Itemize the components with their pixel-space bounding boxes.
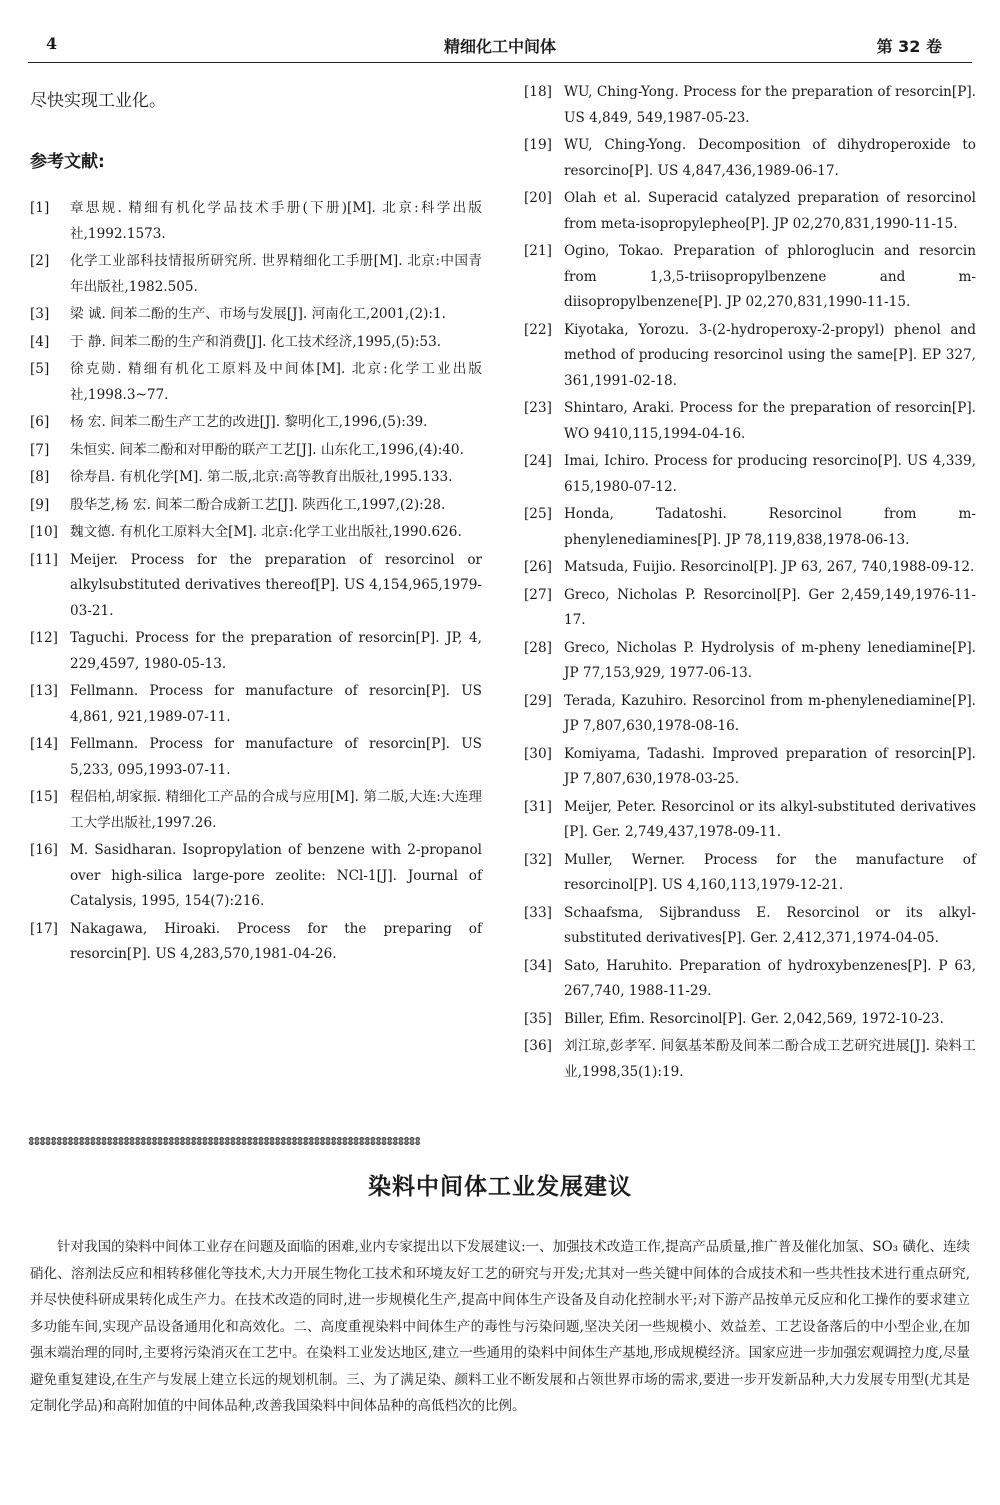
reference-item <box>524 80 976 131</box>
reference-number: [7] <box>30 441 50 458</box>
article-body: 针对我国的染料中间体工业存在问题及面临的困难,业内专家提出以下发展建议:一、加强技术改造工作,提高产品质量,推广普及催化加氢、SO₃ 磺化、连续硝化、溶剂法反应和相转移催化等技术,大力开展生物化工技术和环境友好工艺的研究与开发;尤其对一些关键中间体的合成技术和一些共性技术进行重点研究,并尽快使科研成果转化成生产力。在技术改造的同时,进一步规模化生产,提高中间体生产设备及自动化控制水平;对下游产品按单元反应和化工操作的要求建立多功能车间,实现产品设备通用化和高效化。二、高度重视染料中间体生产的毒性与污染问题,坚决关闭一些规模小、效益差、工艺设备落后的中小型企业,在加强末端治理的同时,主要将污染消灭在工艺中。在染料工业发达地区,建立一些通用的染料中间体生产基地,形成规模经济。国家应进一步加强宏观调控力度,尽量避免重复建设,在生产与发展上建立长远的规划机制。三、为了满足染、颜料工业不断发展和占领世界市场的需求,要进一步开发新品种,大力发展专用型(尤其是定制化学品)和高附加值的中间体品种,改善我国染料中间体品种的高低档次的比例。 <box>30 1239 970 1414</box>
reference-number: [36] <box>524 1038 552 1054</box>
reference-item <box>524 133 976 184</box>
article-title: 染料中间体工业发展建议 <box>368 1174 632 1200</box>
reference-text: Sato, Haruhito. Preparation of hydroxybenzenes[P]. P 63, 267,740, 1988-11-29. <box>564 957 976 999</box>
reference-item <box>30 465 482 491</box>
reference-number: [8] <box>30 469 50 485</box>
reference-text: Fellmann. Process for manufacture of resorcin[P]. US 4,861, 921,1989-07-11. <box>70 683 482 725</box>
reference-number: [3] <box>30 306 50 322</box>
reference-text: 化学工业部科技情报所研究所. 世界精细化工手册[M]. 北京:中国青年出版社,1982.505. <box>70 253 482 295</box>
page-number: 4 <box>46 34 58 53</box>
reference-item <box>30 838 482 915</box>
reference-text: 章思规. 精细有机化学品技术手册(下册)[M]. 北京:科学出版社,1992.1573. <box>70 200 482 242</box>
reference-item <box>524 502 976 553</box>
reference-number: [35] <box>524 1010 552 1027</box>
reference-text: Greco, Nicholas P. Hydrolysis of m-pheny lenediamine[P]. JP 77,153,929, 1977-06-13. <box>564 639 976 681</box>
reference-number: [32] <box>524 851 552 868</box>
reference-item <box>30 357 482 408</box>
reference-text: 殷华芝,杨 宏. 间苯二酚合成新工艺[J]. 陕西化工,1997,(2):28. <box>70 496 446 513</box>
lead-text: 尽快实现工业化。 <box>30 91 166 111</box>
reference-text: Muller, Werner. Process for the manufacture of resorcinol[P]. US 4,160,113,1979-12-21. <box>564 851 976 893</box>
reference-text: Komiyama, Tadashi. Improved preparation of resorcin[P]. JP 7,807,630,1978-03-25. <box>564 745 976 787</box>
reference-number: [34] <box>524 957 552 974</box>
reference-text: Biller, Efim. Resorcinol[P]. Ger. 2,042,569, 1972-10-23. <box>564 1010 944 1027</box>
reference-text: 徐寿昌. 有机化学[M]. 第二版,北京:高等教育出版社,1995.133. <box>70 469 453 485</box>
reference-text: M. Sasidharan. Isopropylation of benzene with 2-propanol over high-silica large-pore zeolite: NCl-1[J]. Journal of Catalysis, 1995, 154(7):216. <box>70 842 482 909</box>
reference-text: Shintaro, Araki. Process for the preparation of resorcin[P]. WO 9410,115,1994-04-16. <box>564 400 976 442</box>
reference-text: Ogino, Tokao. Preparation of phloroglucin and resorcin from 1,3,5-triisopropylbenzene and m-diisopropylbenzene[P]. JP 02,270,831,1990-11-15. <box>564 243 976 310</box>
reference-number: [15] <box>30 789 58 805</box>
reference-text: 梁 诚. 间苯二酚的生产、市场与发展[J]. 河南化工,2001,(2):1. <box>70 306 446 322</box>
reference-text: Terada, Kazuhiro. Resorcinol from m-phenylenediamine[P]. JP 7,807,630,1978-08-16. <box>564 692 976 734</box>
reference-number: [30] <box>524 745 552 762</box>
reference-item <box>30 330 482 356</box>
reference-item <box>30 520 482 546</box>
references-heading: 参考文献: <box>30 152 105 172</box>
reference-number: [19] <box>524 137 552 153</box>
reference-number: [31] <box>524 798 552 815</box>
reference-item <box>524 848 976 899</box>
reference-item <box>30 626 482 677</box>
reference-list-right <box>524 80 976 1085</box>
reference-item <box>524 186 976 237</box>
reference-item <box>30 917 482 968</box>
reference-number: [13] <box>30 683 58 699</box>
reference-text: 刘江琼,彭孝军. 间氨基苯酚及间苯二酚合成工艺研究进展[J]. 染料工业,1998,35(1):19. <box>564 1038 976 1080</box>
volume-label: 第 32 卷 <box>876 37 942 56</box>
reference-number: [9] <box>30 496 50 513</box>
reference-number: [24] <box>524 453 552 469</box>
reference-text: 于 静. 间苯二酚的生产和消费[J]. 化工技术经济,1995,(5):53. <box>70 333 442 350</box>
reference-item <box>30 196 482 247</box>
reference-text: Meijer, Peter. Resorcinol or its alkyl-substituted derivatives [P]. Ger. 2,749,437,1978-09-11. <box>564 798 976 840</box>
reference-item <box>30 302 482 328</box>
reference-item <box>524 396 976 447</box>
reference-text: Imai, Ichiro. Process for producing resorcino[P]. US 4,339, 615,1980-07-12. <box>564 453 976 495</box>
reference-item <box>30 493 482 519</box>
reference-text: Fellmann. Process for manufacture of resorcin[P]. US 5,233, 095,1993-07-11. <box>70 736 482 778</box>
reference-number: [2] <box>30 253 50 269</box>
reference-number: [25] <box>524 506 552 522</box>
reference-number: [27] <box>524 586 552 603</box>
reference-number: [14] <box>30 736 58 752</box>
reference-text: Taguchi. Process for the preparation of resorcin[P]. JP, 4, 229,4597, 1980-05-13. <box>70 630 482 672</box>
page-header <box>28 30 972 63</box>
reference-item <box>524 555 976 581</box>
reference-item <box>524 689 976 740</box>
decorative-divider: ꗊꗊꗊꗊꗊꗊꗊꗊꗊꗊꗊꗊꗊꗊꗊꗊꗊꗊꗊꗊꗊꗊꗊꗊꗊꗊꗊꗊꗊꗊꗊꗊꗊꗊꗊꗊꗊꗊꗊꗊꗊꗊꗊꗊꗊꗊꗊꗊꗊꗊꗊꗊꗊꗊꗊꗊꗊꗊꗊꗊꗊꗊꗊꗊꗊꗊꗊꗊꗊꗊ <box>28 1136 420 1148</box>
reference-item <box>524 795 976 846</box>
reference-item <box>524 318 976 395</box>
reference-number: [6] <box>30 414 50 430</box>
reference-number: [29] <box>524 692 552 709</box>
reference-text: Schaafsma, Sijbranduss E. Resorcinol or its alkyl-substituted derivatives[P]. Ger. 2,412,371,1974-04-05. <box>564 904 976 946</box>
reference-item <box>30 249 482 300</box>
reference-text: Greco, Nicholas P. Resorcinol[P]. Ger 2,459,149,1976-11-17. <box>564 586 976 628</box>
reference-text: Matsuda, Fuijio. Resorcinol[P]. JP 63, 267, 740,1988-09-12. <box>564 559 975 575</box>
reference-item <box>30 732 482 783</box>
reference-text: Honda, Tadatoshi. Resorcinol from m-phenylenediamines[P]. JP 78,119,838,1978-06-13. <box>564 506 976 548</box>
reference-text: Meijer. Process for the preparation of resorcinol or alkylsubstituted derivatives thereof[P]. US 4,154,965,1979-03-21. <box>70 551 482 619</box>
reference-item <box>524 583 976 634</box>
reference-number: [4] <box>30 333 50 350</box>
reference-number: [5] <box>30 361 50 377</box>
reference-number: [18] <box>524 84 552 100</box>
reference-number: [20] <box>524 190 552 206</box>
reference-item <box>524 1007 976 1033</box>
reference-item <box>30 785 482 836</box>
reference-text: 魏文德. 有机化工原料大全[M]. 北京:化学工业出版社,1990.626. <box>70 524 462 540</box>
reference-item <box>524 954 976 1005</box>
reference-item <box>524 1034 976 1085</box>
reference-list-left <box>30 196 482 968</box>
reference-number: [17] <box>30 920 58 937</box>
reference-number: [23] <box>524 400 552 416</box>
reference-number: [22] <box>524 321 552 338</box>
reference-number: [10] <box>30 524 58 540</box>
reference-text: 朱恒实. 间苯二酚和对甲酚的联产工艺[J]. 山东化工,1996,(4):40. <box>70 441 464 458</box>
reference-number: [21] <box>524 243 552 259</box>
reference-item <box>30 410 482 436</box>
reference-text: WU, Ching-Yong. Process for the preparation of resorcin[P]. US 4,849, 549,1987-05-23. <box>564 84 976 126</box>
left-column <box>30 80 482 970</box>
reference-text: 杨 宏. 间苯二酚生产工艺的改进[J]. 黎明化工,1996,(5):39. <box>70 414 428 430</box>
reference-number: [26] <box>524 559 552 575</box>
reference-item <box>524 636 976 687</box>
reference-text: Kiyotaka, Yorozu. 3-(2-hydroperoxy-2-propyl) phenol and method of producing resorcinol using the same[P]. EP 327, 361,1991-02-18. <box>564 321 976 389</box>
reference-number: [12] <box>30 630 58 646</box>
reference-number: [33] <box>524 904 552 921</box>
reference-item <box>524 239 976 316</box>
reference-text: 徐克勋. 精细有机化工原料及中间体[M]. 北京:化学工业出版社,1998.3~77. <box>70 361 482 403</box>
reference-text: WU, Ching-Yong. Decomposition of dihydroperoxide to resorcino[P]. US 4,847,436,1989-06-17. <box>564 137 976 179</box>
reference-number: [11] <box>30 551 58 568</box>
reference-item <box>30 548 482 625</box>
reference-number: [28] <box>524 639 552 656</box>
reference-item <box>30 679 482 730</box>
journal-title: 精细化工中间体 <box>443 37 556 56</box>
reference-item <box>30 438 482 464</box>
reference-item <box>524 449 976 500</box>
reference-text: Nakagawa, Hiroaki. Process for the preparing of resorcin[P]. US 4,283,570,1981-04-26. <box>70 920 482 962</box>
reference-number: [16] <box>30 842 58 858</box>
reference-item <box>524 742 976 793</box>
reference-item <box>524 901 976 952</box>
right-column <box>524 80 976 1087</box>
reference-text: 程侣柏,胡家振. 精细化工产品的合成与应用[M]. 第二版,大连:大连理工大学出版社,1997.26. <box>70 789 482 831</box>
reference-text: Olah et al. Superacid catalyzed preparation of resorcinol from meta-isopropylepheo[P]. JP 02,270,831,1990-11-15. <box>564 190 976 232</box>
reference-number: [1] <box>30 200 50 216</box>
